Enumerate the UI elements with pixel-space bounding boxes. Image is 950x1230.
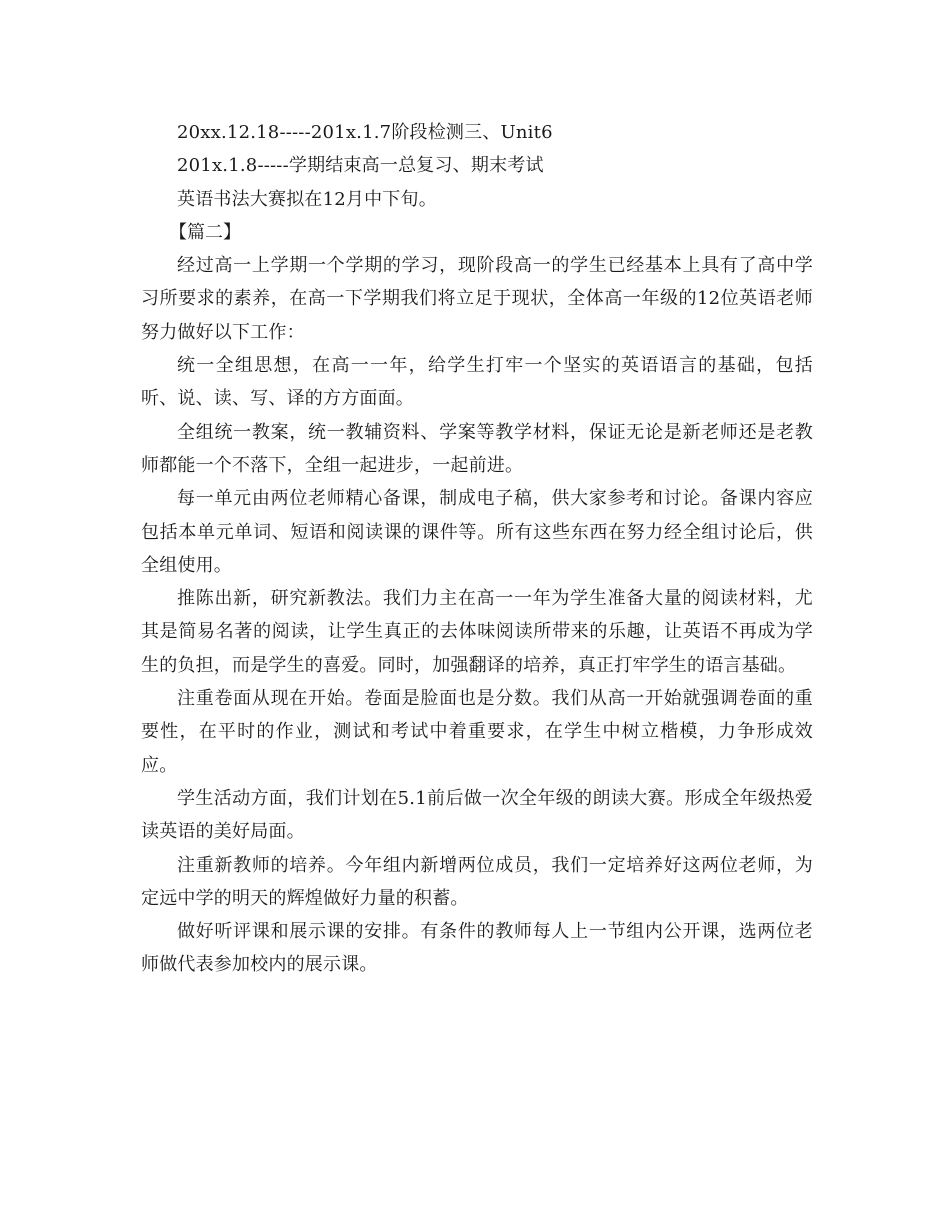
section-heading: 【篇二】 [169,221,241,243]
body-paragraph: 注重卷面从现在开始。卷面是脸面也是分数。我们从高一开始就强调卷面的重要性，在平时的作业，测试和考试中着重要求，在学生中树立楷模，力争形成效应。 [141,688,813,776]
schedule-line: 英语书法大赛拟在12月中下旬。 [177,188,437,210]
document-body [141,116,813,982]
body-paragraph: 学生活动方面，我们计划在5.1前后做一次全年级的朗读大赛。形成全年级热爱读英语的美好局面。 [141,787,813,843]
body-paragraph: 推陈出新，研究新教法。我们力主在高一一年为学生准备大量的阅读材料，尤其是简易名著的阅读，让学生真正的去体味阅读所带来的乐趣，让英语不再成为学生的负担，而是学生的喜爱。同时，加强翻译的培养，真正打牢学生的语言基础。 [141,588,813,676]
schedule-line: 20xx.12.18-----201x.1.7阶段检测三、Unit6 [177,122,553,143]
body-paragraph: 经过高一上学期一个学期的学习，现阶段高一的学生已经基本上具有了高中学习所要求的素养，在高一下学期我们将立足于现状，全体高一年级的12位英语老师努力做好以下工作： [141,255,813,343]
body-paragraph: 注重新教师的培养。今年组内新增两位成员，我们一定培养好这两位老师，为定远中学的明天的辉煌做好力量的积蓄。 [141,854,813,909]
body-paragraph: 每一单元由两位老师精心备课，制成电子稿，供大家参考和讨论。备课内容应包括本单元单词、短语和阅读课的课件等。所有这些东西在努力经全组讨论后，供全组使用。 [141,488,813,576]
body-paragraph: 统一全组思想，在高一一年，给学生打牢一个坚实的英语语言的基础，包括听、说、读、写、译的方方面面。 [141,355,813,410]
body-paragraph: 全组统一教案，统一教辅资料、学案等教学材料，保证无论是新老师还是老教师都能一个不落下，全组一起进步，一起前进。 [141,421,813,476]
body-paragraph: 做好听评课和展示课的安排。有条件的教师每人上一节组内公开课，选两位老师做代表参加校内的展示课。 [141,921,813,976]
schedule-line: 201x.1.8-----学期结束高一总复习、期末考试 [177,155,544,177]
